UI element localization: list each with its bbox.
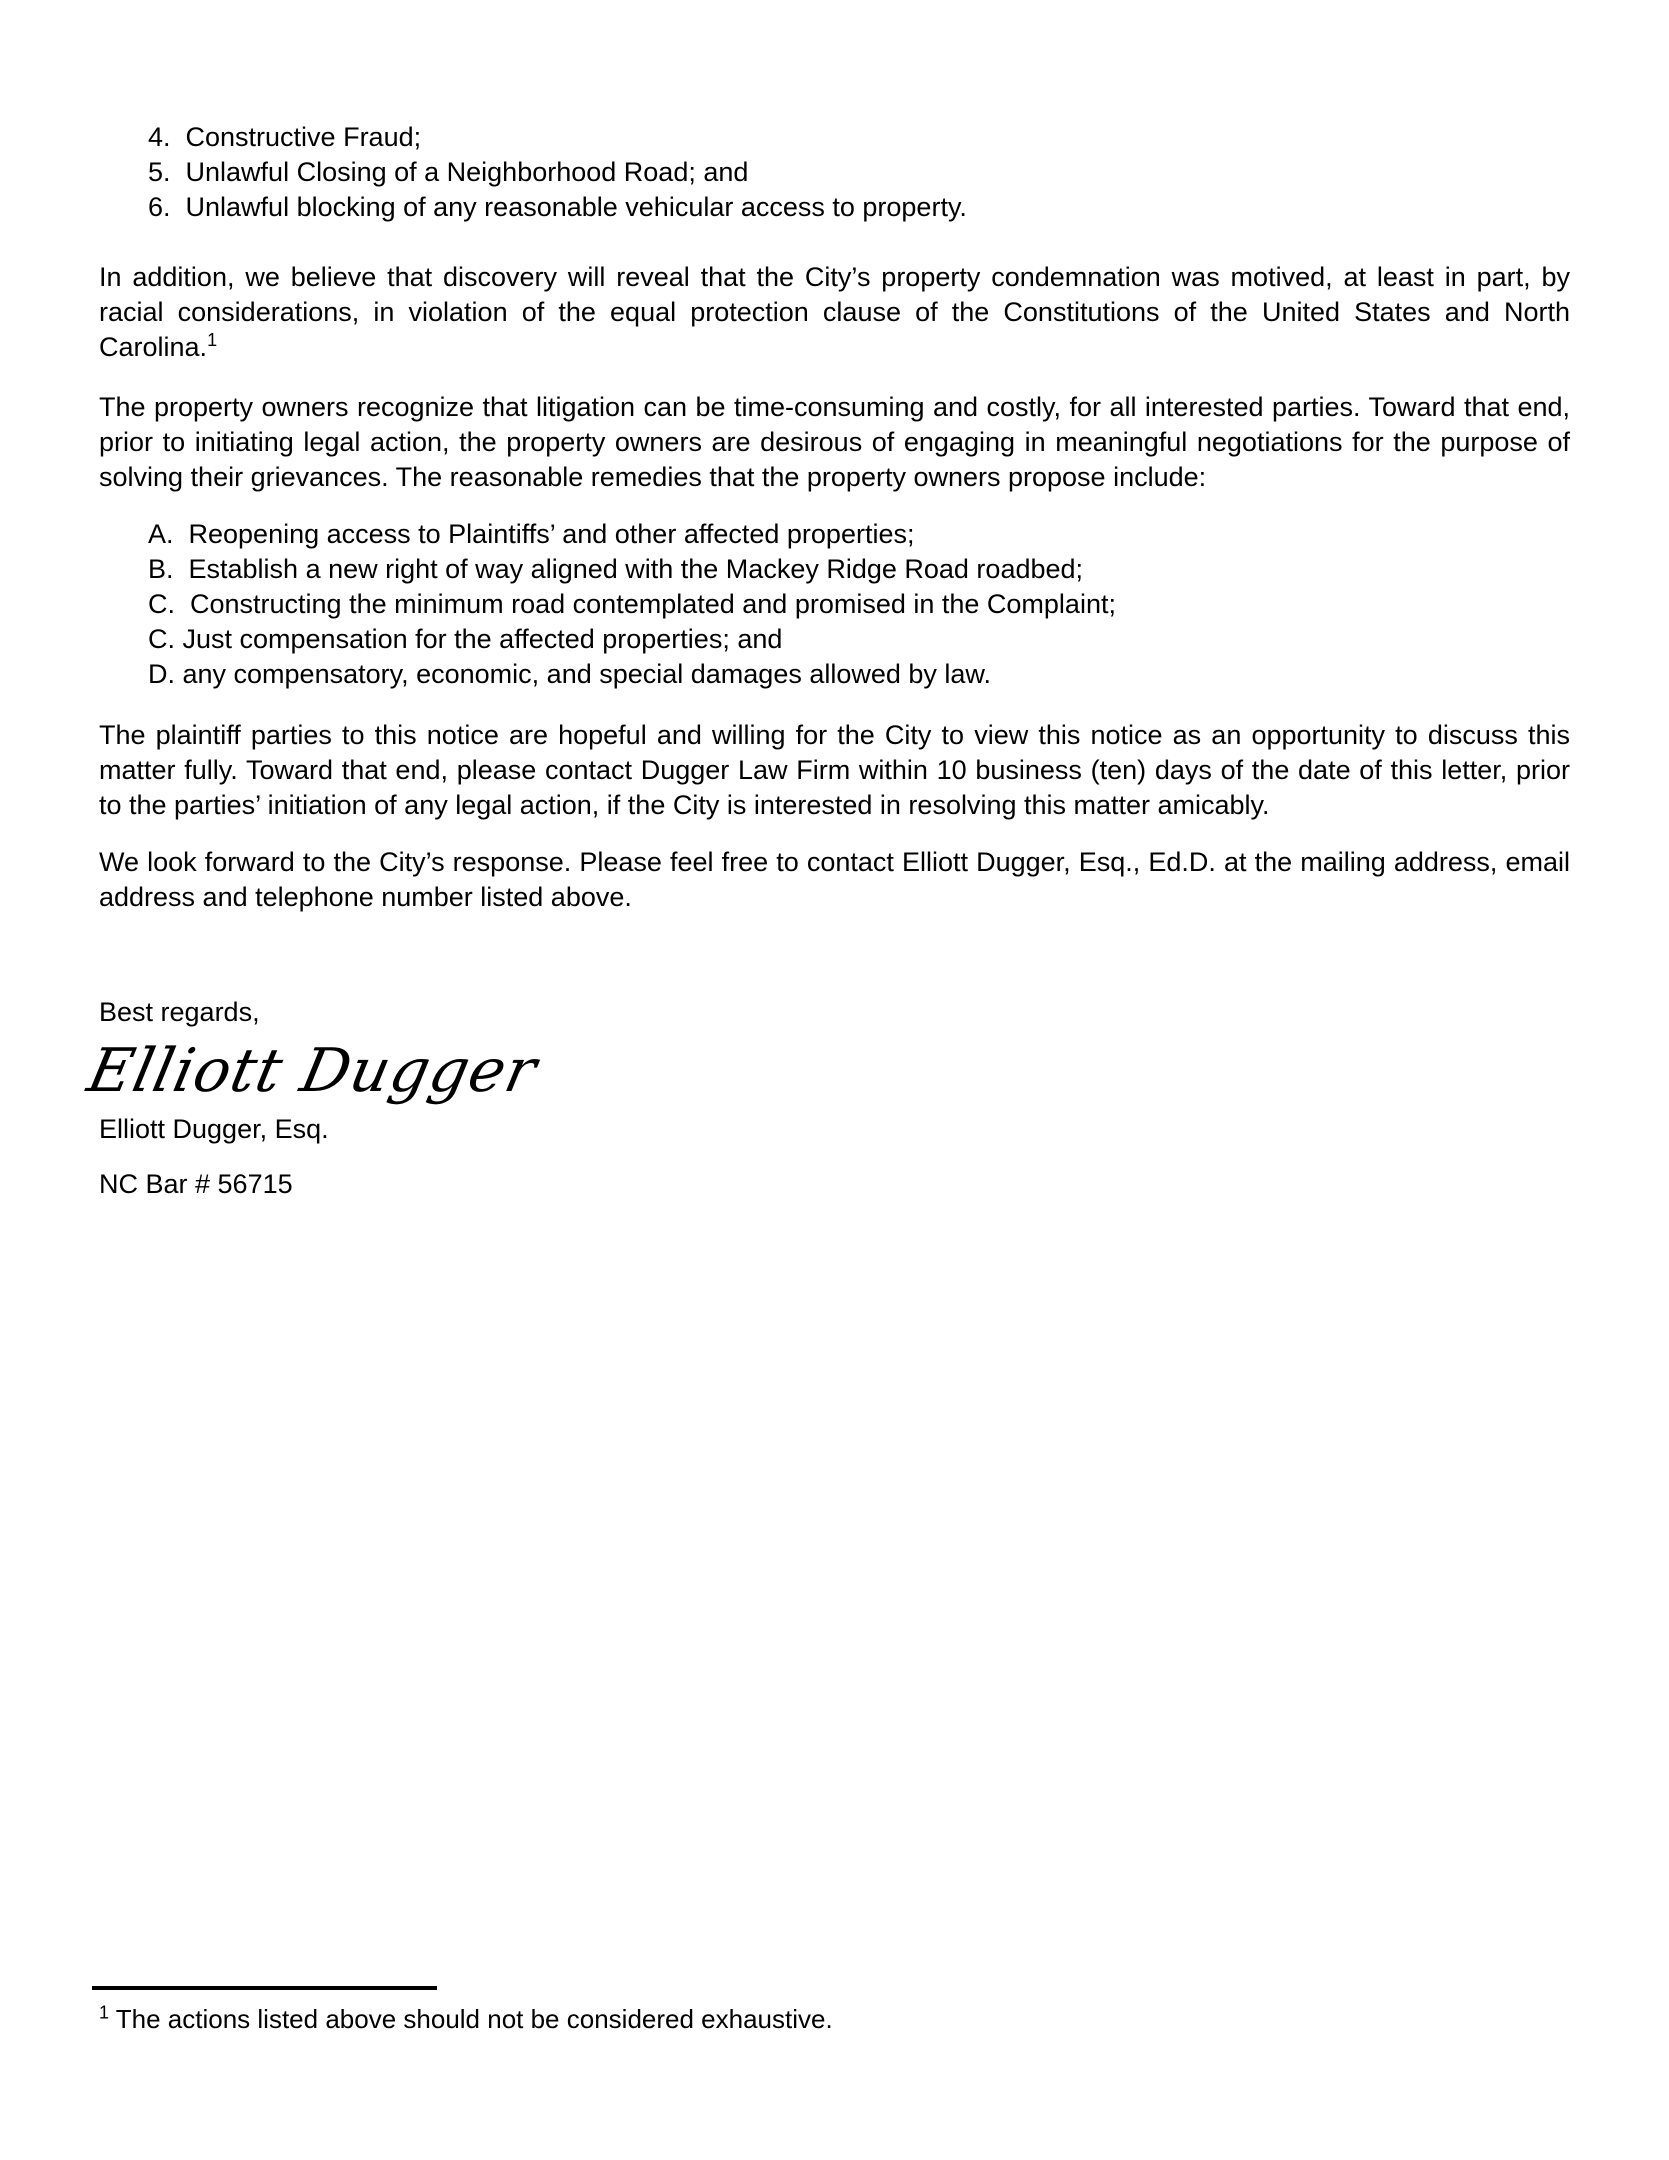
letter-body: [81, 120, 1570, 1202]
remedies-list-item-a: A. Reopening access to Plaintiffs’ and other affected properties;: [148, 519, 915, 549]
valediction: Best regards,: [99, 997, 260, 1027]
paragraph-negotiation-intent: The property owners recognize that litigation can be time-consuming and costly, for all interested parties. Toward that end, prior to initiating legal action, the property owners are desirous of engaging in meaningful negotiations for the purpose of solving their grievances. The reasonable remedies that the property owners propose include:: [99, 392, 1570, 492]
remedies-list: [99, 517, 1570, 692]
remedies-list-item-c2: C. Just compensation for the affected properties; and: [148, 624, 783, 654]
signer-name: Elliott Dugger, Esq.: [99, 1114, 329, 1144]
footnote-body: The actions listed above should not be considered exhaustive.: [115, 2004, 833, 2034]
claims-list: [99, 120, 1570, 225]
claims-list-item-5: 5. Unlawful Closing of a Neighborhood Road; and: [148, 157, 749, 187]
footnote-text: [92, 2003, 833, 2036]
footnote-number: 1: [99, 2002, 110, 2023]
closing-block: [81, 995, 1570, 1202]
paragraph-response-request: We look forward to the City’s response. Please feel free to contact Elliott Dugger, Esq., Ed.D. at the mailing address, email address and telephone number listed above.: [99, 847, 1570, 912]
handwritten-signature: Elliott Dugger: [81, 1036, 544, 1106]
claims-list-item-6: 6. Unlawful blocking of any reasonable vehicular access to property.: [148, 192, 967, 222]
paragraph-contact-window: The plaintiff parties to this notice are hopeful and willing for the City to view this notice as an opportunity to discuss this matter fully. Toward that end, please contact Dugger Law Firm within 10 business (ten) days of the date of this letter, prior to the parties’ initiation of any legal action, if the City is interested in resolving this matter amicably.: [99, 720, 1570, 820]
paragraph-discrimination-claim: [99, 260, 1570, 365]
claims-list-item-4: 4. Constructive Fraud;: [148, 122, 422, 152]
remedies-list-item-c1: C. Constructing the minimum road contemplated and promised in the Complaint;: [148, 589, 1116, 619]
remedies-list-item-b: B. Establish a new right of way aligned with the Mackey Ridge Road roadbed;: [148, 554, 1084, 584]
footnote-reference-mark: 1: [207, 330, 218, 350]
paragraph-discrimination-text: In addition, we believe that discovery will reveal that the City’s property condemnation was motived, at least in part, by racial considerations, in violation of the equal protection clause of the Constitutions of the United States and North Carolina.: [99, 262, 1570, 362]
footnote-separator: [92, 1986, 437, 1990]
bar-number: NC Bar # 56715: [99, 1169, 293, 1199]
remedies-list-item-d: D. any compensatory, economic, and special damages allowed by law.: [148, 659, 991, 689]
footnote-block: [92, 1986, 833, 2036]
